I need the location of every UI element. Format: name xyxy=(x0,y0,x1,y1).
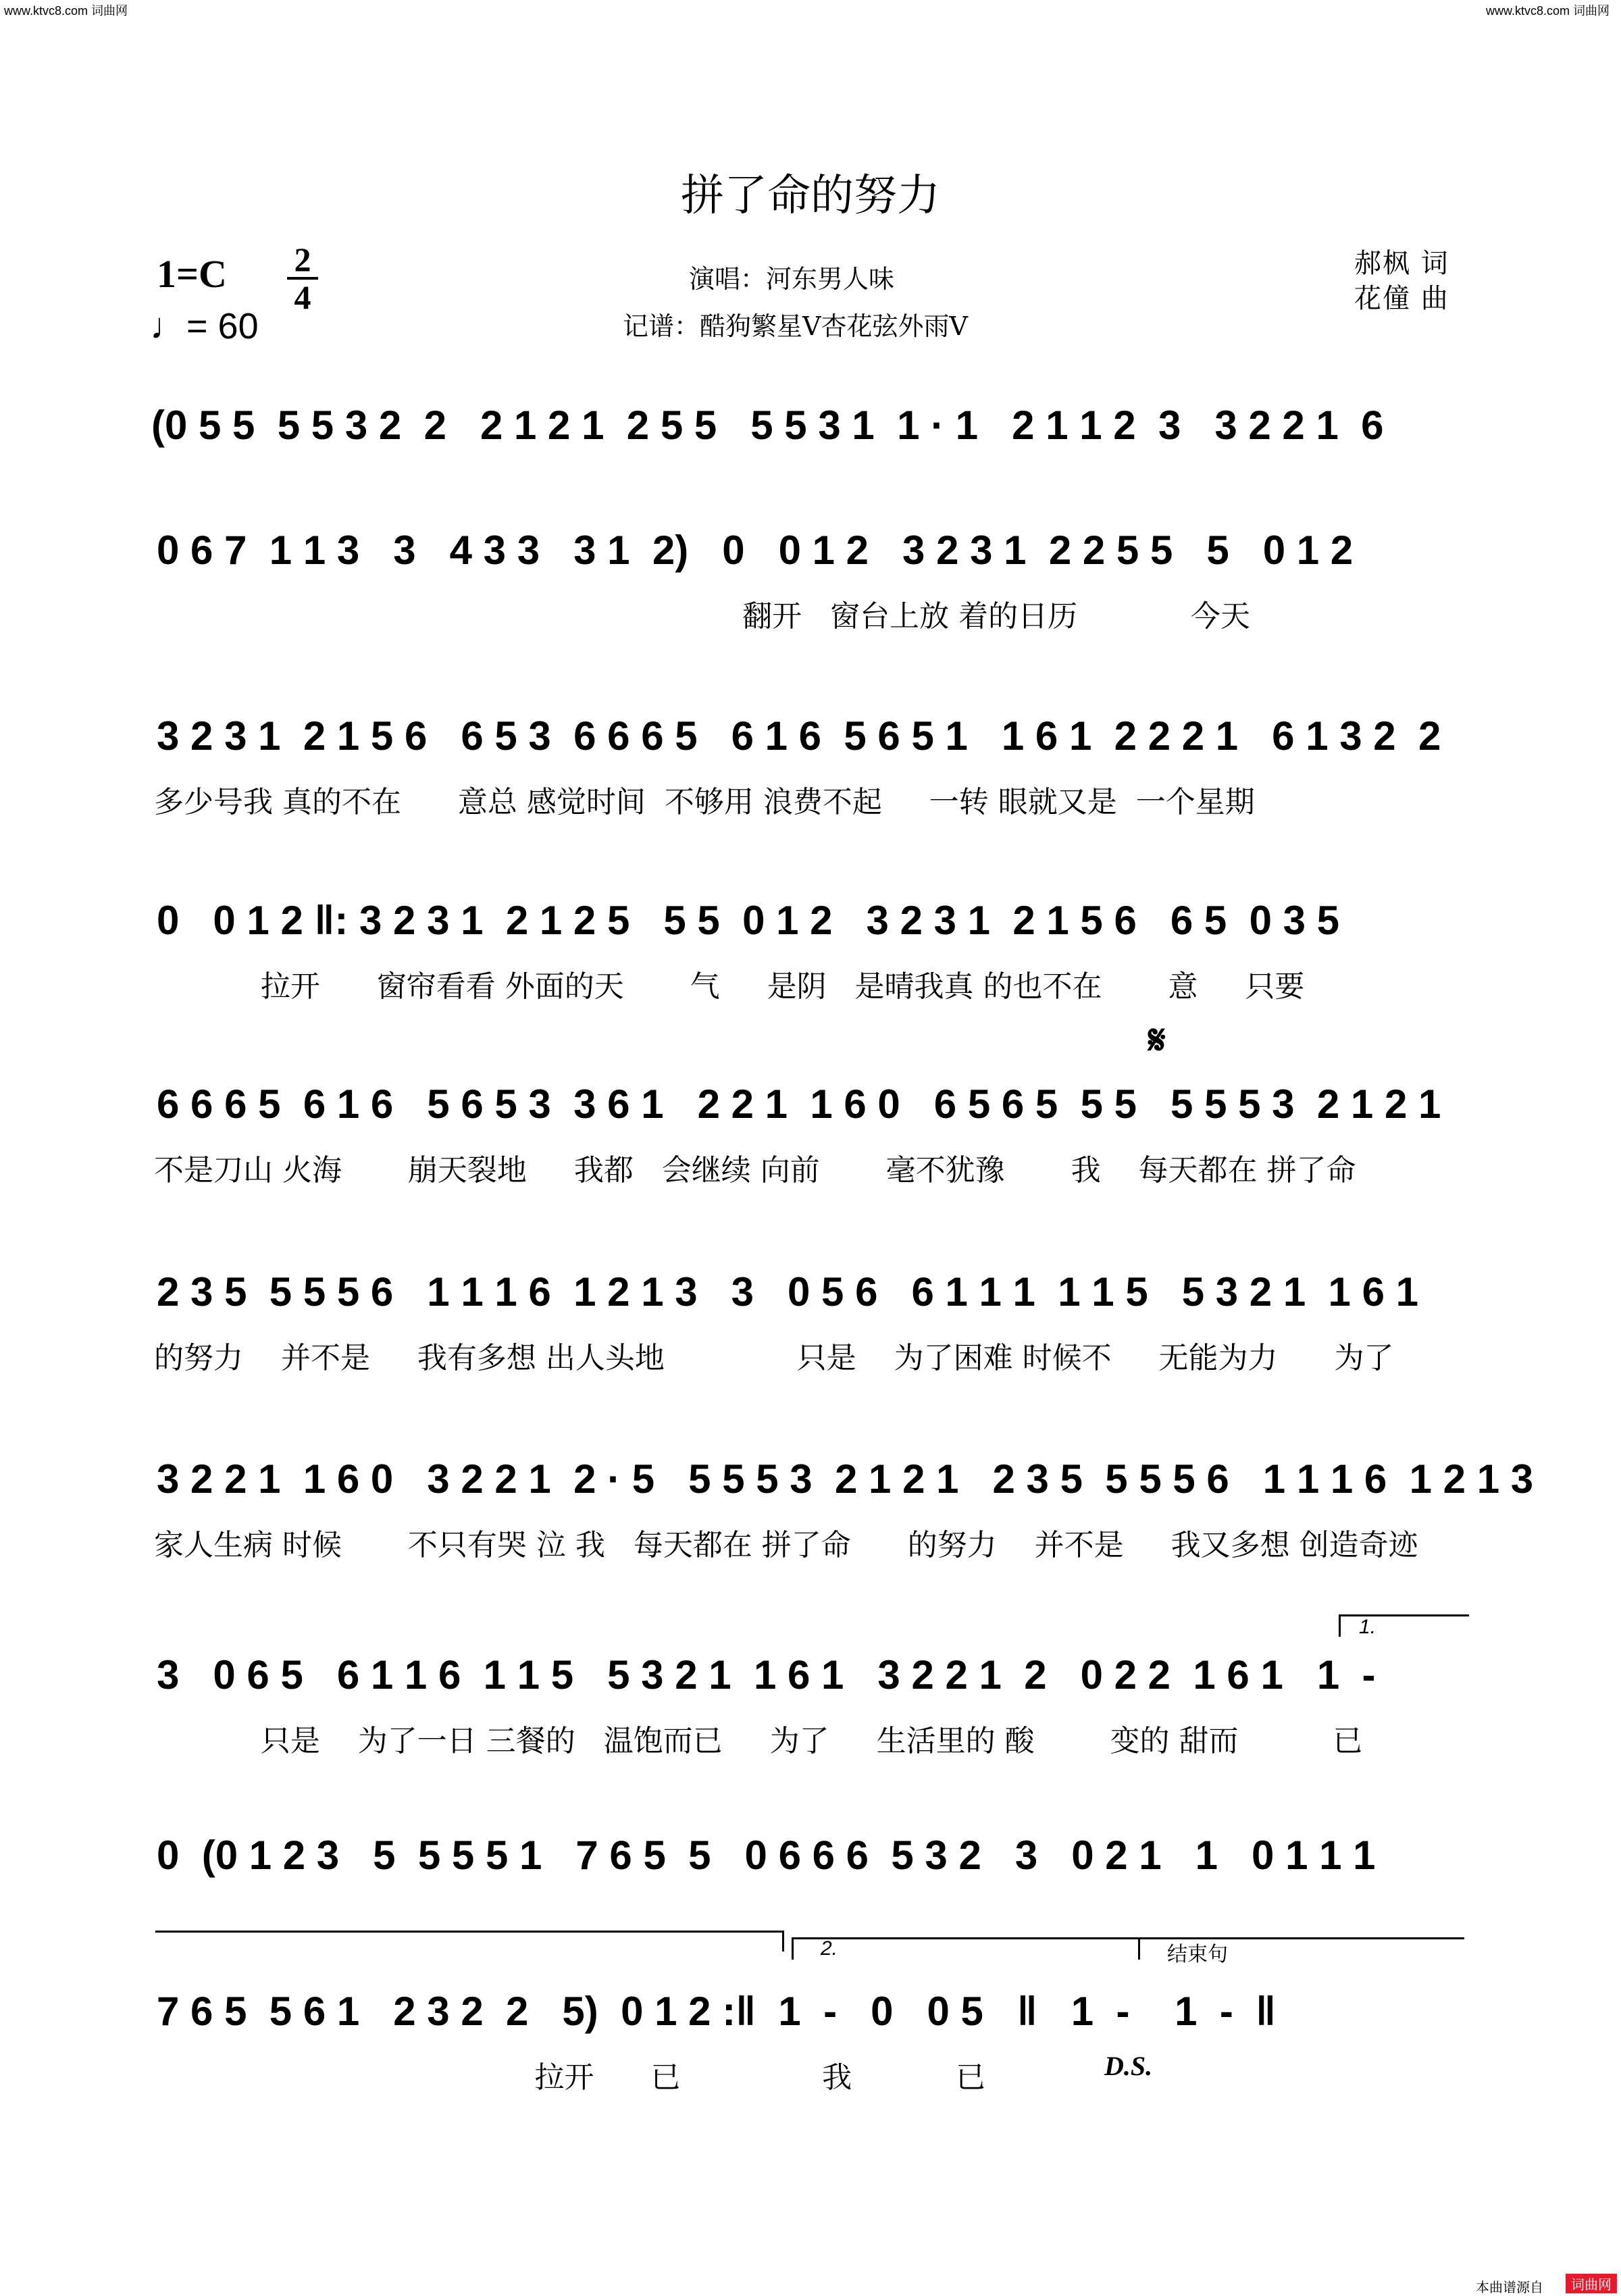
ending-label: 结束句 xyxy=(1167,1943,1228,1966)
system-notes: 2 3 5 5 5 5 6 1 1 1 6 1 2 1 3 3 0 5 6 6 1 1 1 1 1 5 5 3 2 1 1 6 1 xyxy=(157,1269,1418,1315)
system-notes: (0 5 5 5 5 3 2 2 2 1 2 1 2 5 5 5 5 3 1 1 · 1 2 1 1 2 3 3 2 2 1 6 xyxy=(151,403,1384,448)
system-lyrics: 的努力 并不是 我有多想 出人头地 只是 为了困难 时候不 无能为力 为了 xyxy=(154,1341,1394,1374)
site-mark-left: www.ktvc8.com 词曲网 xyxy=(4,4,128,18)
volta-1-label: 1. xyxy=(1359,1616,1376,1638)
system-notes: 3 2 3 1 2 1 5 6 6 5 3 6 6 6 5 6 1 6 5 6 5 1 1 6 1 2 2 2 1 6 1 3 2 2 xyxy=(157,713,1441,759)
system-lyrics xyxy=(0,467,1621,507)
system-lyrics: 拉开 窗帘看看 外面的天 气 是阴 是晴我真 的也不在 意 只要 xyxy=(157,969,1305,1002)
system-notes: 7 6 5 5 6 1 2 3 2 2 5) 0 1 2 :‖ 1 - 0 0 5 ‖ 1 - 1 - ‖ xyxy=(157,1989,1277,2034)
system-notes: 3 2 2 1 1 6 0 3 2 2 1 2 · 5 5 5 5 3 2 1 2 1 2 3 5 5 5 5 6 1 1 1 6 1 2 1 3 xyxy=(157,1456,1534,1502)
song-title: 拼了命的努力 xyxy=(681,171,940,221)
transcriber-credit: 记谱：酷狗繁星V杏花弦外雨V xyxy=(623,311,968,341)
ds-marking: D.S. xyxy=(1104,2051,1153,2081)
lyricist-credit: 郝枫 词 xyxy=(1354,248,1449,279)
system-notes: 0 0 1 2 ‖: 3 2 3 1 2 1 2 5 5 5 0 1 2 3 2 3 1 2 1 5 6 6 5 0 3 5 xyxy=(157,898,1340,943)
segno-sign: 𝄋 xyxy=(1148,1017,1166,1064)
time-signature xyxy=(287,240,318,316)
system-lyrics: 多少号我 真的不在 意总 感觉时间 不够用 浪费不起 一转 眼就又是 一个星期 xyxy=(154,785,1255,818)
system-notes: 0 (0 1 2 3 5 5 5 5 1 7 6 5 5 0 6 6 6 5 3 2 3 0 2 1 1 0 1 1 1 xyxy=(157,1833,1376,1878)
system-notes: 6 6 6 5 6 1 6 5 6 5 3 3 6 1 2 2 1 1 6 0 6 5 6 5 5 5 5 5 5 3 2 1 2 1 xyxy=(157,1081,1441,1127)
volta-2-bracket xyxy=(792,1937,1138,1960)
composer-credit: 花僮 曲 xyxy=(1354,283,1449,314)
meter-bottom: 4 xyxy=(294,278,311,316)
system-notes: 3 0 6 5 6 1 1 6 1 1 5 5 3 2 1 1 6 1 3 2 2 1 2 0 2 2 1 6 1 1 - xyxy=(157,1652,1376,1698)
system-lyrics: 翻开 窗台上放 着的日历 今天 xyxy=(157,599,1250,632)
system-lyrics: 家人生病 时候 不只有哭 泣 我 每天都在 拼了命 的努力 并不是 我又多想 创造奇迹 xyxy=(154,1528,1418,1561)
system-lyrics: 不是刀山 火海 崩天裂地 我都 会继续 向前 毫不犹豫 我 每天都在 拼了命 xyxy=(154,1153,1356,1186)
key-signature: 1=C xyxy=(157,252,227,296)
meter-top: 2 xyxy=(294,240,311,278)
tempo-marking: ♩= 60 xyxy=(150,306,259,347)
footer-source-text: 本曲谱源自 xyxy=(1476,2279,1543,2295)
singer-credit: 演唱：河东男人味 xyxy=(689,264,895,294)
system-notes: 0 6 7 1 1 3 3 4 3 3 3 1 2) 0 0 1 2 3 2 3 1 2 2 5 5 5 0 1 2 xyxy=(157,528,1354,573)
site-mark-right: www.ktvc8.com 词曲网 xyxy=(1486,4,1610,18)
repeat-bracket-line xyxy=(155,1931,784,1951)
system-lyrics: 只是 为了一日 三餐的 温饱而已 为了 生活里的 酸 变的 甜而 已 xyxy=(157,1724,1363,1757)
volta-1-bracket xyxy=(1339,1614,1469,1637)
footer-site-badge: 词曲网 xyxy=(1566,2274,1617,2293)
volta-2-label: 2. xyxy=(821,1937,838,1960)
system-lyrics: 拉开 已 我 已 xyxy=(157,2060,986,2093)
